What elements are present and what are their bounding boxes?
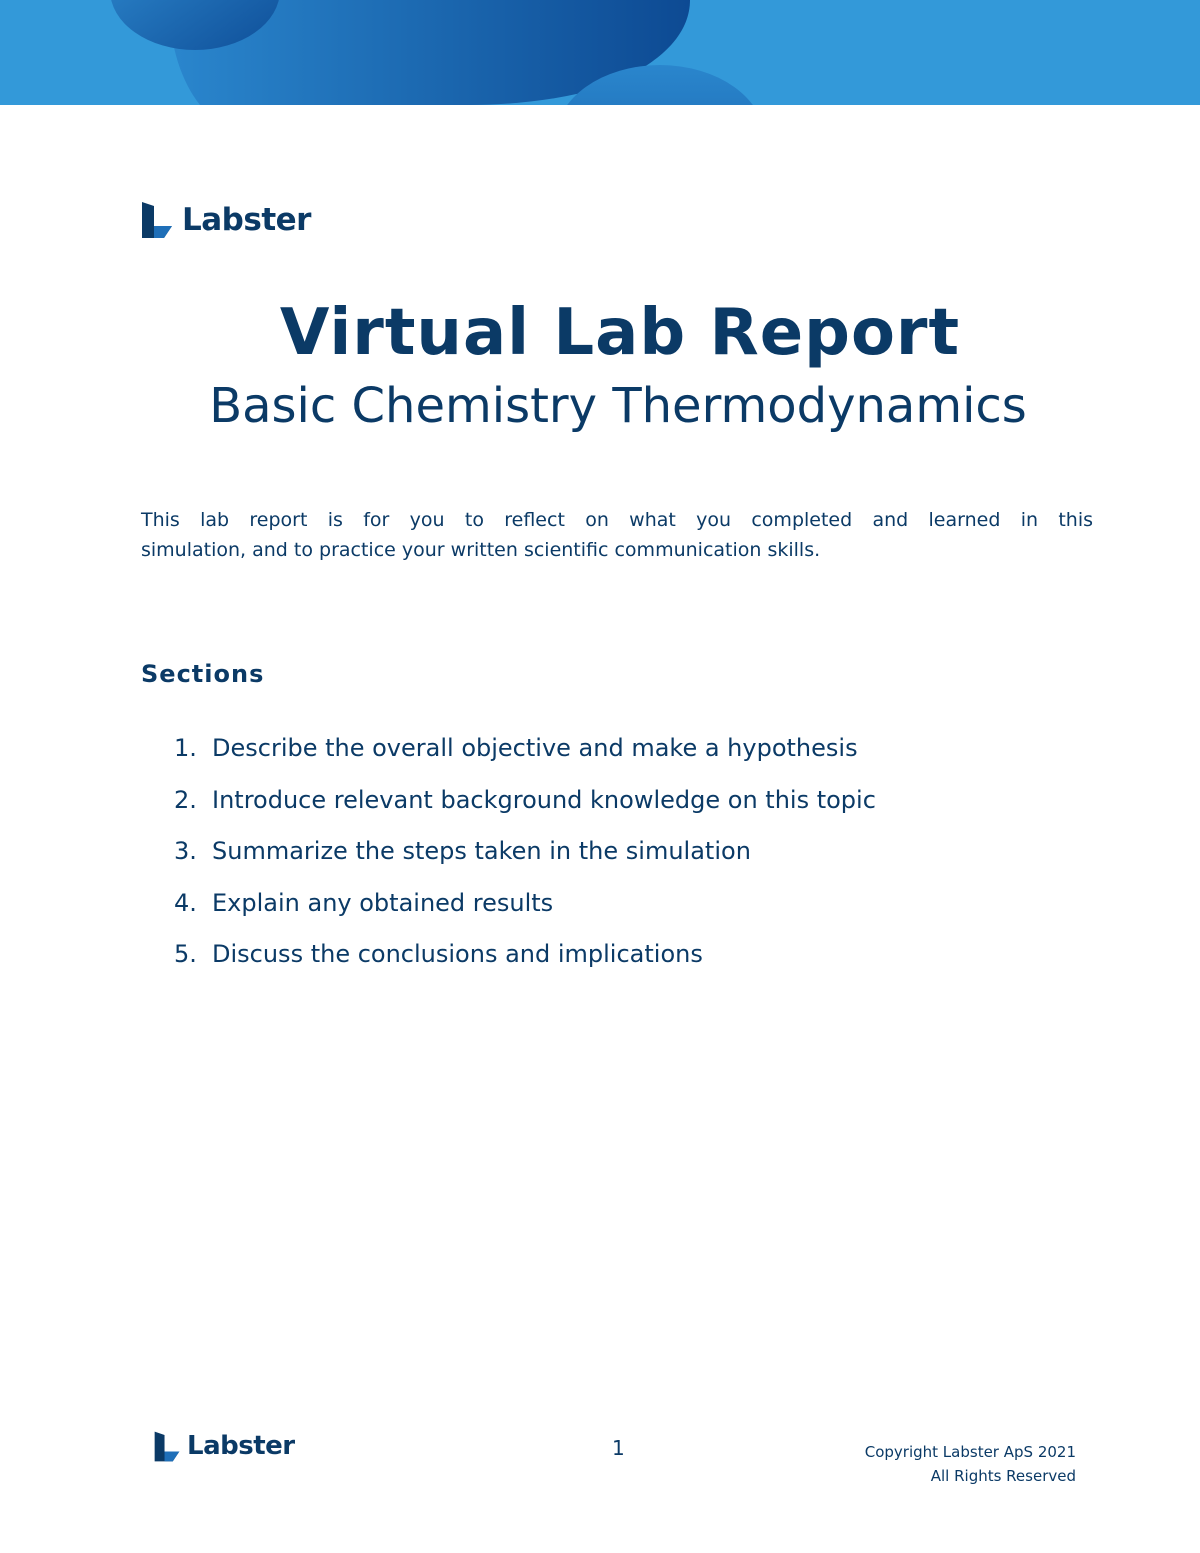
labster-logo xyxy=(140,199,311,241)
header-banner xyxy=(0,0,1200,105)
list-item xyxy=(174,782,876,834)
intro-line-1: This lab report is for you to reflect on what you completed and learned in this xyxy=(141,509,1093,531)
sections-heading: Sections xyxy=(141,660,265,688)
logo-text: Labster xyxy=(187,1431,295,1461)
list-item xyxy=(174,936,876,988)
logo-text: Labster xyxy=(182,202,311,238)
list-item xyxy=(174,730,876,782)
labster-logo-icon xyxy=(153,1430,181,1463)
footer-logo xyxy=(153,1428,295,1464)
list-item-number: 4. xyxy=(174,888,197,917)
list-item-number: 1. xyxy=(174,734,197,762)
list-item-number: 3. xyxy=(174,837,197,865)
labster-logo-icon xyxy=(140,200,174,240)
list-item-text: Discuss the conclusions and implications xyxy=(212,940,703,968)
copyright-line-1: Copyright Labster ApS 2021 xyxy=(864,1443,1076,1461)
list-item xyxy=(174,885,876,937)
intro-line-2: simulation, and to practice your written scientific communication skills. xyxy=(141,539,821,561)
copyright xyxy=(865,1440,1076,1488)
copyright-line-2: All Rights Reserved xyxy=(930,1467,1076,1485)
list-item-number: 2. xyxy=(174,785,197,814)
list-item-text: Summarize the steps taken in the simulation xyxy=(212,837,751,865)
page-subtitle: Basic Chemistry Thermodynamics xyxy=(209,378,1027,434)
intro-paragraph xyxy=(141,505,1093,565)
sections-list xyxy=(174,730,876,988)
list-item-number: 5. xyxy=(174,940,197,968)
list-item-text: Describe the overall objective and make a hypothesis xyxy=(212,734,858,762)
list-item-text: Explain any obtained results xyxy=(212,888,554,917)
banner-shapes xyxy=(0,0,1200,105)
page-number: 1 xyxy=(612,1436,625,1460)
page-title: Virtual Lab Report xyxy=(279,296,961,370)
list-item xyxy=(174,833,876,885)
list-item-text: Introduce relevant background knowledge on this topic xyxy=(212,785,876,814)
